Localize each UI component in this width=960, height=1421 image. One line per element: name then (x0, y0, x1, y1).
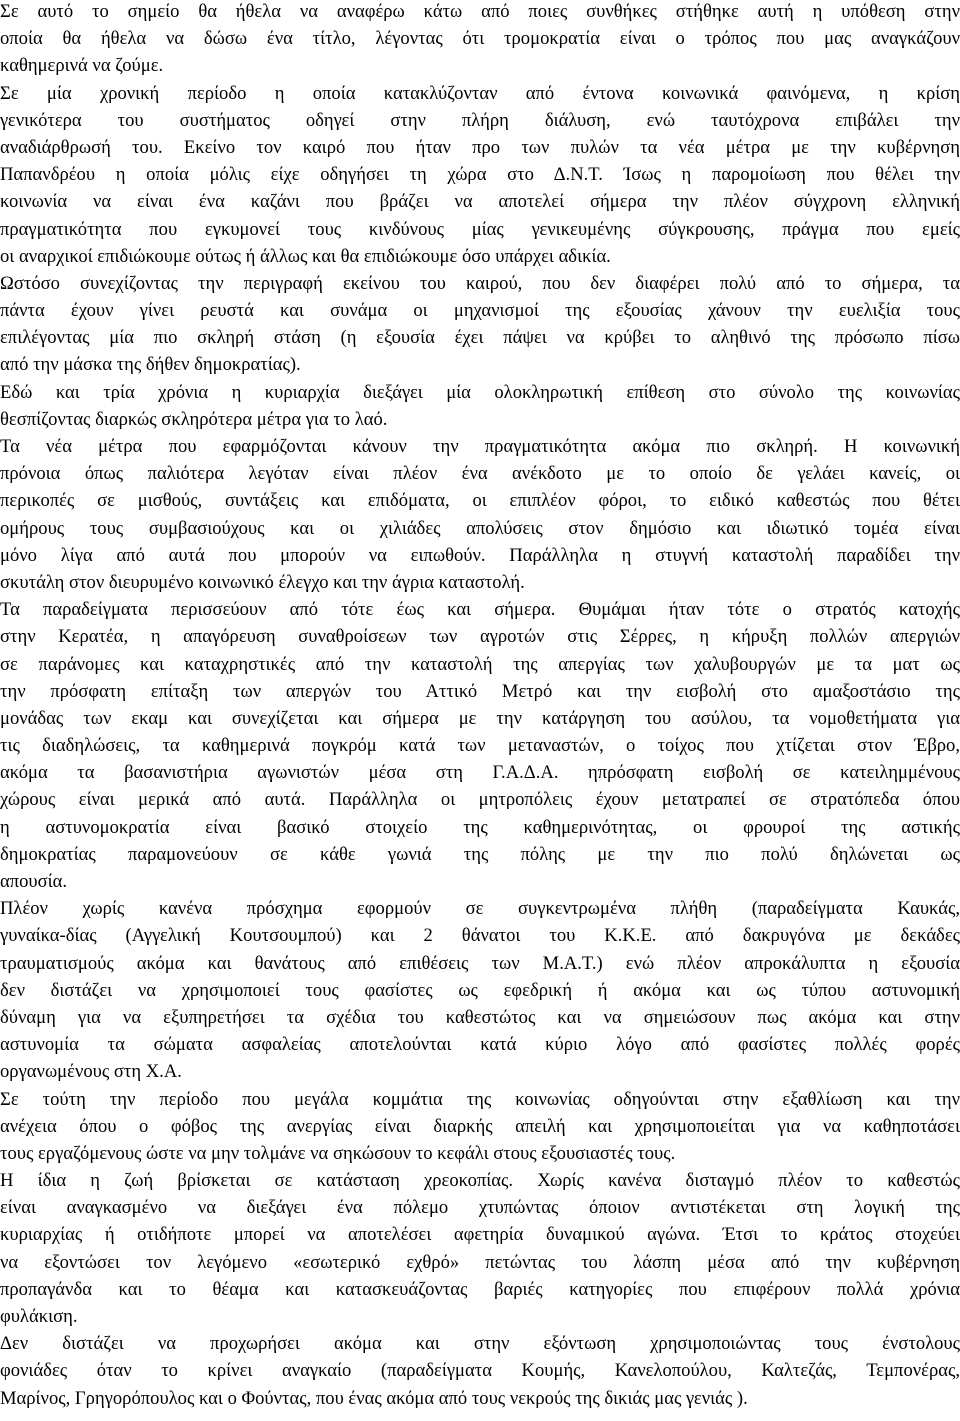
text-line: Τα νέα μέτρα που εφαρμόζονται κάνουν την πραγματικότητα ακόμα πιο σκληρή. Η κοινωνική (0, 436, 960, 457)
text-line: από την μάσκα της δήθεν δημοκρατίας). (0, 354, 301, 376)
text-line: Μαρίνος, Γρηγορόπουλος και ο Φούντας, που ένας ακόμα από τους νεκρούς της δικιάς μας γενιάς ). (0, 1387, 748, 1409)
text-line: πρόνοια όπως παλιότερα λεγόταν είναι πλέον ένα ανέκδοτο με το οποίο δε γελάει κανείς, οι (0, 463, 960, 485)
text-line: περικοπές σε μισθούς, συντάξεις και επιδόματα, οι επιπλέον φόροι, το ειδικό καθεστώς που θέτει (0, 490, 960, 512)
text-line: την πρόσφατη επίταξη των απεργών του Αττικό Μετρό και την εισβολή στο αμαξοστάσιο της (0, 680, 960, 702)
text-line: δεν διστάζει να χρησιμοποιεί τους φασίστες ως εφεδρική ή ακόμα και ως τύπου αστυνομική (0, 979, 960, 1001)
text-line: οργανωμένους στη Χ.Α. (0, 1061, 182, 1083)
text-line: Σε τούτη την περίοδο που μεγάλα κομμάτια της κοινωνίας οδηγούνται στην εξαθλίωση και την (0, 1088, 960, 1110)
text-line: τους εργαζόμενους ώστε να μην τολμάνε να σηκώσουν το κεφάλι στους εξουσιαστές τους. (0, 1142, 676, 1164)
text-line: απουσία. (0, 871, 68, 892)
text-line: η αστυνομοκρατία είναι βασικό στοιχείο της καθημερινότητας, οι φρουροί της αστικής (0, 816, 960, 838)
text-line: Ωστόσο συνεχίζοντας την περιγραφή εκείνου του καιρού, που δεν διαφέρει πολύ από το σήμερα, τα (0, 272, 960, 294)
text-line: τις διαδηλώσεις, τα καθημερινά πογκρόμ κατά των μεταναστών, ο τοίχος που χτίζεται στον Έβρο, (0, 735, 960, 757)
text-line: δύναμη για να εξυπηρετήσει τα σχέδια του καθεστώτος και να σημειώσουν πως ακόμα και στην (0, 1006, 960, 1028)
text-line: μόνο λίγα από αυτά που μπορούν να ειπωθούν. Παράλληλα η στυγνή καταστολή παραδίδει την (0, 544, 960, 566)
text-line: Η ίδια η ζωή βρίσκεται σε κατάσταση χρεοκοπίας. Χωρίς κανένα δισταγμό πλέον το καθεστώς (0, 1170, 960, 1192)
text-line: Πλέον χωρίς κανένα πρόσχημα εφορμούν σε συγκεντρωμένα πλήθη (παραδείγματα Καυκάς, (0, 898, 960, 920)
text-line: τραυματισμούς ακόμα και θανάτους από επιθέσεις των Μ.Α.Τ.) ενώ πλέον απροκάλυπτα η εξουσία (0, 952, 960, 974)
text-line: Παπανδρέου η οποία μόλις είχε οδηγήσει τη χώρα στο Δ.Ν.Τ. Ίσως η παρομοίωση που θέλει την (0, 164, 960, 186)
text-line: πάντα έχουν γίνει ρευστά και συνάμα οι μηχανισμοί της εξουσίας χάνουν την ευελιξία τους (0, 300, 960, 322)
text-line: σκυτάλη στον διευρυμένο κοινωνικό έλεγχο και την άγρια καταστολή. (0, 571, 525, 593)
text-line: σε παράνομες και καταχρηστικές από την καταστολή της απεργίας των χαλυβουργών με τα ματ ως (0, 653, 960, 675)
text-line: αναδιάρθρωσή του. Εκείνο τον καιρό που ήταν προ των πυλών τα νέα μέτρα με την κυβέρνηση (0, 136, 960, 158)
text-line: δημοκρατίας παραμονεύουν σε κάθε γωνιά της πόλης με την πιο πολύ δηλώνεται ως (0, 843, 960, 865)
text-line: Σε μία χρονική περίοδο η οποία κατακλύζονταν από έντονα κοινωνικά φαινόμενα, η κρίση (0, 82, 960, 104)
text-line: μονάδας των εκαμ και συνεχίζεται και σήμερα με την κατάργηση του ασύλου, τα νομοθετήματα για (0, 707, 960, 729)
text-line: χώρους είναι μερικά από αυτά. Παράλληλα οι μητροπόλεις έχουν μετατραπεί σε στρατόπεδα όπου (0, 789, 960, 811)
text-line: οι αναρχικοί επιδιώκουμε ούτως ή άλλως και θα επιδιώκουμε όσο υπάρχει αδικία. (0, 245, 611, 267)
text-line: πραγματικότητα που εγκυμονεί τους κινδύνους μίας γενικευμένης σύγκρουσης, πράγμα που εμείς (0, 218, 960, 240)
text-line: στην Κερατέα, η απαγόρευση συναθροίσεων των αγροτών στις Σέρρες, η κήρυξη πολλών απεργιών (0, 626, 960, 648)
text-line: κοινωνία να είναι ένα καζάνι που βράζει να αποτελεί σήμερα την πλέον σύγχρονη ελληνική (0, 191, 960, 213)
text-line: επιλέγοντας μία πιο σκληρή στάση (η εξουσία έχει πάψει να κρύβει το αληθινό της πρόσωπο πίσω (0, 327, 960, 349)
text-line: κυριαρχίας ή οτιδήποτε μπορεί να αποτελέσει αφετηρία δυναμικού αγώνα. Έτσι το κράτος στοχεύει (0, 1224, 960, 1246)
text-line: ακόμα τα βασανιστήρια αγωνιστών μέσα στη Γ.Α.Δ.Α. ηπρόσφατη εισβολή σε κατειλημμένους (0, 762, 960, 784)
text-line: γυναίκα-δίας (Αγγελική Κουτσουμπού) και 2 θάνατοι του Κ.Κ.Ε. από δακρυγόνα με δεκάδες (0, 925, 960, 947)
text-line: Εδώ και τρία χρόνια η κυριαρχία διεξάγει μία ολοκληρωτική επίθεση στο σύνολο της κοινωνίας (0, 381, 960, 403)
text-line: φονιάδες όταν το κρίνει αναγκαίο (παραδείγματα Κουμής, Κανελοπούλου, Καλτεζάς, Τεμπονέρας, (0, 1360, 960, 1382)
text-line: οποία θα ήθελα να δώσω ένα τίτλο, λέγοντας ότι τρομοκρατία είναι ο τρόπος που μας αναγκάζουν (0, 28, 960, 50)
text-line: Τα παραδείγματα περισσεύουν από τότε έως και σήμερα. Θυμάμαι ήταν τότε ο στρατός κατοχής (0, 599, 960, 621)
text-line: γενικότερα του συστήματος οδηγεί στην πλήρη διάλυση, ενώ ταυτόχρονα επιβάλει την (0, 109, 960, 131)
text-line: ανέχεια όπου ο φόβος της ανεργίας είναι διαρκής απειλή και χρησιμοποιείται για να καθηποτάσει (0, 1115, 960, 1137)
text-line: θεσπίζοντας διαρκώς σκληρότερα μέτρα για το λαό. (0, 408, 388, 430)
text-line: ομήρους τους συμβασιούχους και οι χιλιάδες απολύσεις στον δημόσιο και ιδιωτικό τομέα είναι (0, 517, 960, 539)
text-line: καθημερινά να ζούμε. (0, 55, 164, 77)
text-line: Σε αυτό το σημείο θα ήθελα να αναφέρω κάτω από ποιες συνθήκες στήθηκε αυτή η υπόθεση στην (0, 1, 960, 22)
text-line: είναι αναγκασμένο να διεξάγει ένα πόλεμο χτυπώντας όποιον αντιστέκεται στη λογική της (0, 1197, 960, 1219)
text-line: προπαγάνδα και το θέαμα και κατασκευάζοντας βαριές κατηγορίες που επιφέρουν πολλά χρόνια (0, 1278, 960, 1300)
text-line: να εξοντώσει τον λεγόμενο «εσωτερικό εχθρό» πετώντας του λάσπη μέσα από την κυβέρνηση (0, 1251, 960, 1273)
text-line: αστυνομία τα σώματα ασφαλείας αποτελούνται κατά κύριο λόγο από φασίστες πολλές φορές (0, 1034, 960, 1056)
text-line: Δεν διστάζει να προχωρήσει ακόμα και στην εξόντωση χρησιμοποιώντας τους ένστολους (0, 1333, 960, 1355)
text-line: φυλάκιση. (0, 1306, 78, 1327)
